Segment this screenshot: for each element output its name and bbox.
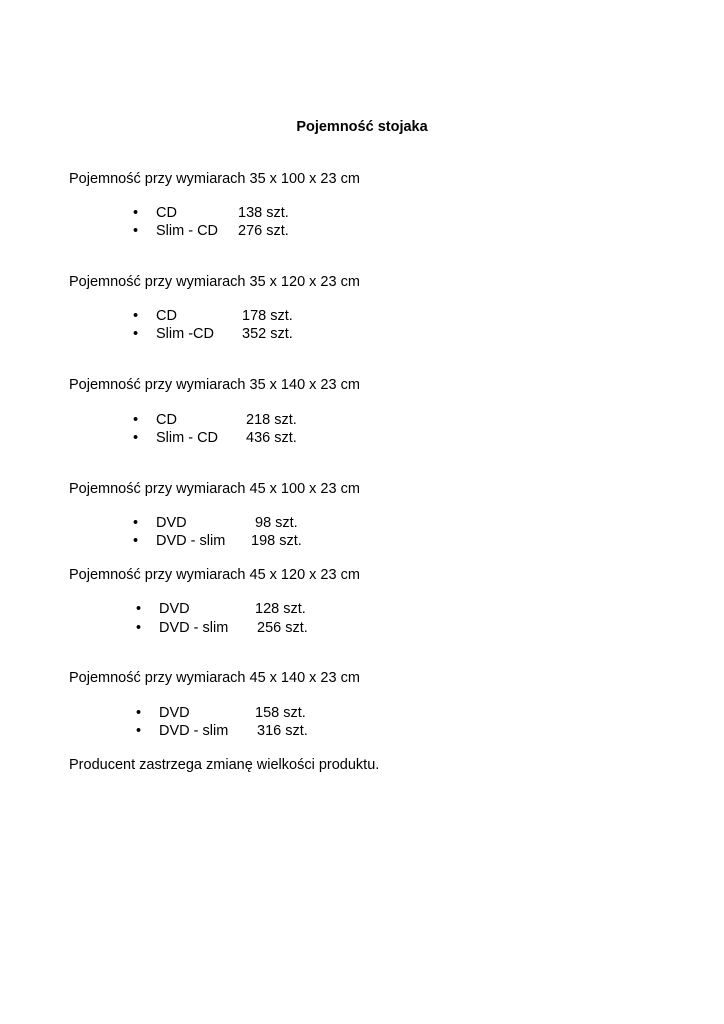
item-name: DVD	[159, 601, 190, 617]
bullet-icon: •	[133, 412, 139, 428]
item-count: 256 szt.	[257, 620, 308, 636]
bullet-icon: •	[133, 533, 139, 549]
page-title: Pojemność stojaka	[296, 119, 428, 135]
section-heading: Pojemność przy wymiarach 35 x 120 x 23 cm	[69, 274, 360, 290]
bullet-icon: •	[136, 705, 142, 721]
item-count: 128 szt.	[255, 601, 306, 617]
bullet-icon: •	[133, 308, 139, 324]
item-count: 436 szt.	[246, 430, 297, 446]
item-count: 218 szt.	[246, 412, 297, 428]
item-count: 138 szt.	[238, 205, 289, 221]
section-heading: Pojemność przy wymiarach 45 x 120 x 23 cm	[69, 567, 360, 583]
item-count: 158 szt.	[255, 705, 306, 721]
footer-note: Producent zastrzega zmianę wielkości produktu.	[69, 757, 380, 773]
bullet-icon: •	[133, 205, 139, 221]
bullet-icon: •	[136, 601, 142, 617]
bullet-icon: •	[133, 223, 139, 239]
item-name: CD	[156, 412, 177, 428]
item-name: DVD	[156, 515, 187, 531]
section-heading: Pojemność przy wymiarach 45 x 140 x 23 cm	[69, 670, 360, 686]
item-count: 352 szt.	[242, 326, 293, 342]
section-heading: Pojemność przy wymiarach 35 x 140 x 23 cm	[69, 377, 360, 393]
bullet-icon: •	[133, 515, 139, 531]
section-heading: Pojemność przy wymiarach 45 x 100 x 23 cm	[69, 481, 360, 497]
bullet-icon: •	[136, 723, 142, 739]
item-name: DVD - slim	[156, 533, 226, 549]
item-count: 198 szt.	[251, 533, 302, 549]
item-name: Slim - CD	[156, 223, 219, 239]
item-count: 178 szt.	[242, 308, 293, 324]
item-count: 316 szt.	[257, 723, 308, 739]
item-count: 98 szt.	[255, 515, 298, 531]
item-name: Slim -CD	[156, 326, 214, 342]
item-name: CD	[156, 308, 177, 324]
bullet-icon: •	[133, 326, 139, 342]
item-name: DVD - slim	[159, 723, 229, 739]
item-name: Slim - CD	[156, 430, 219, 446]
item-name: CD	[156, 205, 177, 221]
bullet-icon: •	[136, 620, 142, 636]
item-name: DVD - slim	[159, 620, 229, 636]
item-name: DVD	[159, 705, 190, 721]
section-heading: Pojemność przy wymiarach 35 x 100 x 23 cm	[69, 171, 360, 187]
bullet-icon: •	[133, 430, 139, 446]
item-count: 276 szt.	[238, 223, 289, 239]
